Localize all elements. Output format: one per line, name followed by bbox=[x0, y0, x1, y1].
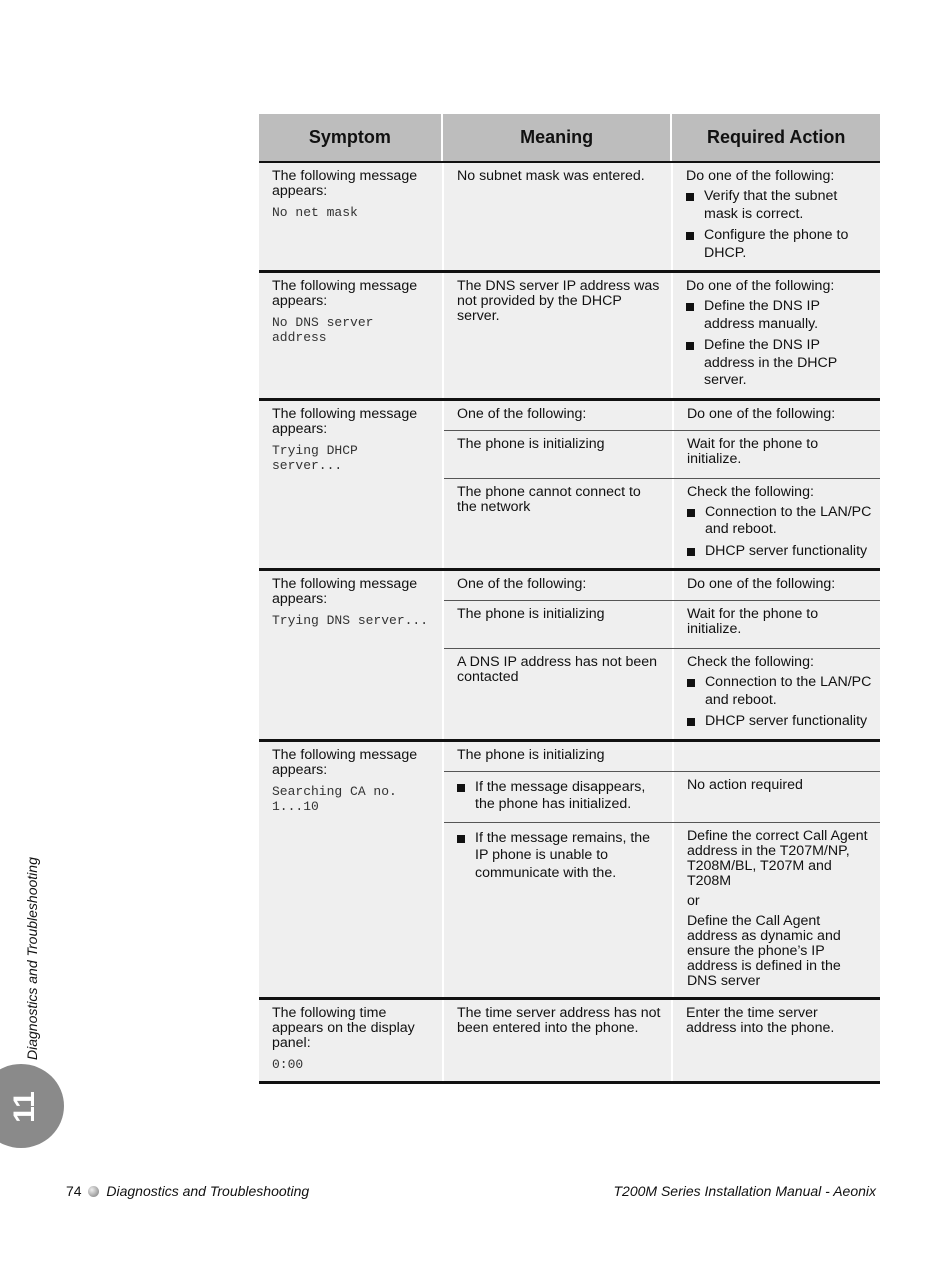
symptom-code: No DNS server address bbox=[272, 315, 374, 345]
meaning-cell bbox=[442, 273, 671, 398]
symptom-text: The following message appears: bbox=[272, 405, 418, 437]
action-bullet: Configure the phone to DHCP. bbox=[686, 227, 872, 262]
meaning-text: The time server address has not been entered into the phone. bbox=[457, 1004, 661, 1036]
bullet-square-icon bbox=[686, 193, 694, 201]
subrow bbox=[444, 823, 880, 997]
symptom-code: Trying DHCP server... bbox=[272, 442, 358, 473]
meaning-text: The phone is initializing bbox=[457, 606, 605, 622]
subrows bbox=[442, 571, 880, 739]
symptom-code: Searching CA no. 1...10 bbox=[272, 783, 397, 814]
action-text: Wait for the phone to initialize. bbox=[672, 431, 880, 478]
symptom-code: Trying DNS server... bbox=[272, 613, 429, 628]
action-text: Wait for the phone to initialize. bbox=[672, 601, 880, 648]
meaning-text: The phone cannot connect to the network bbox=[457, 483, 641, 515]
table-row bbox=[259, 742, 880, 1000]
header-meaning: Meaning bbox=[441, 114, 671, 161]
table-row bbox=[259, 1000, 880, 1084]
meaning-text: The DNS server IP address was not provided by the DHCP server. bbox=[457, 278, 660, 324]
table-row bbox=[259, 163, 880, 273]
meaning-bullet: If the message disappears, the phone has initialized. bbox=[457, 779, 664, 814]
action-text bbox=[672, 742, 880, 771]
subrows bbox=[442, 401, 880, 569]
footer-manual-title: T200M Series Installation Manual - Aeonix bbox=[613, 1183, 876, 1199]
subrow bbox=[444, 479, 880, 569]
action-cell bbox=[672, 823, 880, 997]
meaning-cell bbox=[442, 1000, 671, 1081]
subrow bbox=[444, 772, 880, 823]
troubleshooting-table bbox=[259, 114, 880, 1084]
subrow bbox=[444, 401, 880, 431]
action-cell bbox=[672, 649, 880, 739]
meaning-text: One of the following: bbox=[457, 576, 587, 592]
symptom-cell bbox=[259, 401, 442, 569]
symptom-code: No net mask bbox=[272, 205, 358, 220]
action-bullet: Define the DNS IP address manually. bbox=[686, 298, 872, 333]
subrow bbox=[444, 431, 880, 479]
bullet-square-icon bbox=[457, 784, 465, 792]
bullet-square-icon bbox=[687, 679, 695, 687]
action-bullet: Connection to the LAN/PC and reboot. bbox=[687, 504, 872, 539]
symptom-cell bbox=[259, 273, 442, 398]
action-text: Enter the time server address into the phone. bbox=[686, 1004, 835, 1036]
header-required-action: Required Action bbox=[670, 114, 880, 161]
action-text: Do one of the following: bbox=[672, 401, 880, 430]
action-bullet: DHCP server functionality bbox=[687, 543, 872, 561]
subrow bbox=[444, 649, 880, 739]
action-bullet: DHCP server functionality bbox=[687, 713, 872, 731]
action-paragraph: Define the Call Agent address as dynamic and ensure the phone’s IP address is defined in the DNS server bbox=[686, 912, 841, 989]
symptom-code: 0:00 bbox=[272, 1056, 304, 1072]
action-bullet: Define the DNS IP address in the DHCP server. bbox=[686, 337, 872, 390]
table-header bbox=[259, 114, 880, 163]
action-paragraph: Define the correct Call Agent address in the T207M/NP, T208M/BL, T207M and T208M bbox=[686, 827, 868, 889]
subrows bbox=[442, 742, 880, 997]
action-cell bbox=[671, 273, 880, 398]
meaning-text: The phone is initializing bbox=[457, 435, 605, 452]
symptom-text: The following message appears: bbox=[272, 746, 418, 778]
symptom-cell bbox=[259, 1000, 442, 1081]
subrow bbox=[444, 571, 880, 601]
action-bullet: Verify that the subnet mask is correct. bbox=[686, 188, 872, 223]
symptom-cell bbox=[259, 742, 442, 997]
meaning-bullet: If the message remains, the IP phone is unable to communicate with the. bbox=[457, 830, 664, 883]
symptom-text: The following message appears: bbox=[272, 168, 418, 199]
bullet-ball-icon bbox=[88, 1186, 99, 1197]
meaning-text: One of the following: bbox=[457, 405, 587, 422]
symptom-text: The following time appears on the display panel: bbox=[272, 1004, 415, 1051]
meaning-cell bbox=[442, 163, 671, 270]
action-or: or bbox=[686, 892, 700, 909]
action-cell bbox=[671, 1000, 880, 1081]
action-intro: Do one of the following: bbox=[686, 278, 835, 294]
bullet-square-icon bbox=[687, 718, 695, 726]
subrow bbox=[444, 601, 880, 649]
symptom-text: The following message appears: bbox=[272, 576, 418, 607]
chapter-number: 11 bbox=[8, 1091, 41, 1123]
footer-left bbox=[66, 1183, 309, 1199]
subrow bbox=[444, 742, 880, 772]
symptom-text: The following message appears: bbox=[272, 278, 418, 309]
action-bullet: Connection to the LAN/PC and reboot. bbox=[687, 674, 872, 709]
meaning-text: No subnet mask was entered. bbox=[457, 168, 645, 184]
meaning-cell bbox=[444, 772, 672, 822]
bullet-square-icon bbox=[686, 232, 694, 240]
page-number: 74 bbox=[66, 1183, 82, 1199]
symptom-cell bbox=[259, 571, 442, 739]
bullet-square-icon bbox=[457, 835, 465, 843]
action-cell bbox=[671, 163, 880, 270]
bullet-square-icon bbox=[687, 548, 695, 556]
side-tab-label: Diagnostics and Troubleshooting bbox=[24, 857, 40, 1060]
meaning-text: A DNS IP address has not been contacted bbox=[457, 654, 658, 685]
table-row bbox=[259, 571, 880, 742]
action-text: No action required bbox=[672, 772, 880, 822]
action-intro: Check the following: bbox=[686, 483, 814, 500]
meaning-text: The phone is initializing bbox=[457, 746, 605, 763]
action-cell bbox=[672, 479, 880, 569]
symptom-cell bbox=[259, 163, 442, 270]
table-row bbox=[259, 401, 880, 572]
header-symptom: Symptom bbox=[308, 127, 391, 147]
bullet-square-icon bbox=[686, 342, 694, 350]
action-intro: Do one of the following: bbox=[686, 168, 835, 184]
footer-section: Diagnostics and Troubleshooting bbox=[106, 1183, 310, 1199]
action-text: Do one of the following: bbox=[672, 571, 880, 600]
table-row bbox=[259, 273, 880, 401]
action-intro: Check the following: bbox=[686, 654, 814, 670]
bullet-square-icon bbox=[687, 509, 695, 517]
bullet-square-icon bbox=[686, 303, 694, 311]
meaning-cell bbox=[444, 823, 672, 997]
